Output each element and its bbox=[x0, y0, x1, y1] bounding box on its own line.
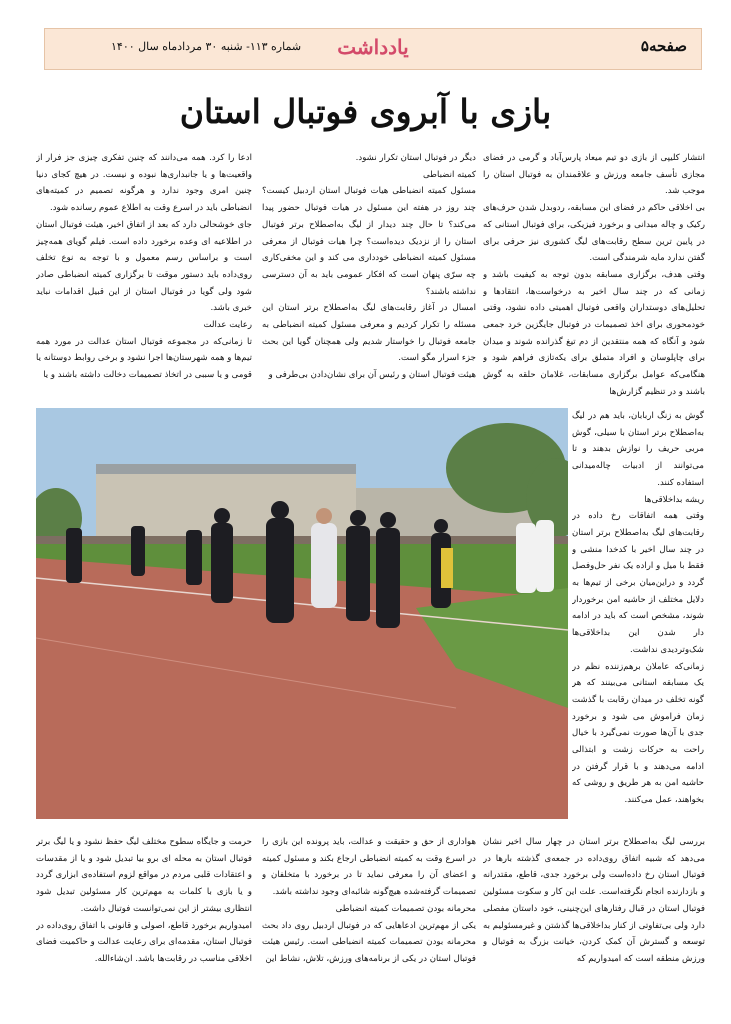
column-left-bottom bbox=[36, 834, 252, 984]
paragraph: امیدواریم برخورد قاطع، اصولی و قانونی با اتفاق روی‌داده در فوتبال استان، مقدمه‌ای برای رعایت عدالت و حاکمیت فضای اخلاقی مناسب در رقابت‌ها باشد. ان‌شاءالله. bbox=[36, 920, 252, 964]
paragraph: گوش به زنگ اربابان، باید هم در لیگ به‌اصطلاح برتر استان با سیلی، گوش مربی حریف را نوازش بدهند و تا می‌توانند از ادبیات چاله‌میدانی استفاده کنند. bbox=[572, 411, 704, 488]
paragraph: ادعا را کرد. همه می‌دانند که چنین تفکری چیزی جز فرار از واقعیت‌ها و یا جانبداری‌ها نبوده و نیست. در هیچ کجای دنیا چنین امری وجود ندارد و هرگونه تصمیم در کمیته‌های انضباطی باید در اسرع وقت به اطلاع عموم رسانده شود. bbox=[36, 153, 252, 214]
section-title: یادداشت bbox=[337, 35, 409, 59]
paragraph: یکی از مهم‌ترین ادعاهایی که در فوتبال اردبیل روی داد بحث محرمانه بودن تصمیمات کمیته انضباطی است. رئیس هیئت فوتبال استان در یکی از برنامه‌های ورزش، تلاش، نشاط این bbox=[262, 920, 476, 964]
subheading: کمیته انضباطی bbox=[422, 169, 476, 180]
football-pitch-photo bbox=[36, 408, 568, 819]
paragraph: دیگر در فوتبال استان تکرار نشود. bbox=[355, 153, 476, 163]
paragraph: تا زمانی‌که در مجموعه فوتبال استان عدالت در مورد همه تیم‌ها و همه شهرستان‌ها اجرا نشود و برخی روابط دوستانه یا قومی و یا سببی در اتخاذ تصمیمات دخالت داشته باشند و یا bbox=[36, 336, 252, 381]
paragraph: بررسی لیگ به‌اصطلاح برتر استان در چهار سال اخیر نشان می‌دهد که شبیه اتفاق روی‌داده در جمعه‌ی گذشته بارها در فوتبال استان رخ داده‌است ولی برخورد جدی، قاطع، مقتدرانه و بازدارنده انجام نگرفته‌است. علت این کار و سکوت مسئولین فوتبال استان در قبال رفتارهای این‌چنینی، خود داستان مفصلی دارد ولی بی‌تفاوتی از کنار بداخلاقی‌ها گذشتن و غیرمسئولیم به توسعه و گسترش آن کمک کردن، خیانت بزرگ به فوتبال و ورزش منطقه است که امیدواریم که bbox=[483, 837, 705, 964]
paragraph: حرمت و جایگاه سطوح مختلف لیگ حفظ نشود و یا لیگ برتر فوتبال استان به محله ای برو بیا تبدیل شود و یا از مقدسات و اعتقادات قلبی مردم در مواقع لزوم استفاده‌ی ابزاری گردد و یا بازی با کلمات به مهم‌ترین کار مسئولین تبدیل شود انتظاری بیشتر از این نمی‌توانست فوتبال داشت. bbox=[36, 837, 252, 914]
column-left-top bbox=[36, 150, 252, 390]
column-middle-bottom bbox=[262, 834, 476, 984]
article-headline: بازی با آبروی فوتبال استان bbox=[179, 92, 552, 131]
paragraph: هواداری از حق و حقیقت و عدالت، باید پرونده این بازی را در اسرع وقت به کمیته انضباطی ارجاع بکند و مسئول کمیته و اعضای آن را معرفی نماید تا در برخورد با متخلفان و تصمیمات گرفته‌شده هیچ‌گونه شائبه‌ای وجود نداشته باشد. bbox=[262, 837, 476, 898]
photo-track bbox=[36, 558, 568, 819]
paragraph: وقتی همه اتفاقات رخ داده در رقابت‌های لیگ به‌اصطلاح برتر استان در چند سال اخیر با کدخدا منشی و فقط با میل و اراده یک نفر حل‌وفصل گردد و دراین‌میان برخی از تیم‌ها به دلایل مختلف از حاشیه امن برخوردار شوند، مشخص است که باید در ادامه دار شدن این بداخلاقی‌ها شک‌وتردیدی نداشت. bbox=[572, 511, 704, 655]
column-right-middle bbox=[572, 408, 704, 830]
subheading: محرمانه بودن تصمیمات کمیته انضباطی bbox=[335, 903, 476, 914]
column-right-bottom bbox=[483, 834, 705, 984]
issue-line: شماره ۱۱۳- شنبه ۳۰ مردادماه سال ۱۴۰۰ bbox=[111, 40, 302, 53]
column-middle-top bbox=[262, 150, 476, 390]
paragraph: بی اخلاقی حاکم در فضای این مسابقه، ردوبدل شدن حرف‌های رکیک و چاله میدانی و برخورد فیزیکی، برای فوتبال استانی که در پایین ترین سطح رقابت‌های لیگ کشوری نیز حرفی برای گفتن ندارد مایه شرمندگی است. bbox=[483, 203, 705, 264]
page-number: صفحه۵ bbox=[640, 37, 687, 55]
photo-illustration bbox=[36, 408, 568, 819]
paragraph: انتشار کلیپی از بازی دو تیم میعاد پارس‌آباد و گرمی در فضای مجازی تأسف جامعه ورزش و علاقمندان به فوتبال استان را موجب شد. bbox=[483, 153, 705, 197]
subheading: رعایت عدالت bbox=[203, 320, 252, 331]
paragraph: امسال در آغاز رقابت‌های لیگ به‌اصطلاح برتر استان این مسئله را تکرار کردیم و معرفی مسئول کمیته انضباطی به جامعه فوتبال را خواستار شدیم ولی همچنان گویا این بحث جزء اسرار مگو است. bbox=[262, 303, 476, 364]
paragraph: جای خوشحالی دارد که بعد از اتفاق اخیر، هیئت فوتبال استان در اطلاعیه ای وعده برخورد داده است. فیلم گویای همه‌چیز است و براساس رسم معمول و با توجه به نوع تخلف روی‌داده باید دستور موقت تا برگزاری کمیته انضباطی صادر شود ولی گویا در فوتبال استان از این قبیل اقدامات نباید خبری باشد. bbox=[36, 219, 252, 314]
subheading: ریشه بداخلاقی‌ها bbox=[644, 494, 704, 505]
column-right-top bbox=[483, 150, 705, 408]
paragraph: وقتی هدف، برگزاری مسابقه بدون توجه به کیفیت باشد و زمانی که در چند سال اخیر به درخواست‌ها، انتقادها و تحلیل‌های دوستداران واقعی فوتبال اهمیتی داده نشود، وقتی خودمحوری برای اخذ تصمیمات در فوتبال جایگزین خرد جمعی شود و آنگاه که همه منتقدین از دم تیغ گذرانده شوند و میدان برای چاپلوسان و افراد متملق برای یکه‌تازی فراهم شود و هنگامی‌که عوامل برگزاری مسابقات، غلامان حلقه به گوش باشند و در تنظیم گزارش‌ها bbox=[483, 269, 705, 397]
paragraph: زمانی‌که عاملان برهم‌زننده نظم در یک مسابقه استانی می‌بینند که هر گونه تخلف در میدان رقابت با گذشت زمان فراموش می شود و برخورد جدی با آن‌ها صورت نمی‌گیرد با خیال راحت به حرکات زشت و ابتذالی ادامه می‌دهند و با قرار گرفتن در حاشیه امن به هر طریق و روشی که بخواهند، عمل می‌کنند. bbox=[572, 661, 704, 806]
page-header-banner bbox=[44, 28, 702, 70]
paragraph: هیئت فوتبال استان و رئیس آن برای نشان‌دادن بی‌طرفی و bbox=[268, 370, 476, 381]
paragraph: مسئول کمیته انضباطی هیات فوتبال استان اردبیل کیست؟ چند روز در هفته این مسئول در هیات فوتبال حضور پیدا می‌کند؟ تا حال چند دیدار از لیگ به‌اصطلاح برتر فوتبال استان را از نزدیک دیده‌است؟ چرا هیات فوتبال از معرفی مسئول کمیته انضباطی خودداری می کند و این مخفی‌کاری چه سرّی پنهان است که افکار عمومی باید به آن دسترسی نداشته باشند؟ bbox=[262, 186, 476, 297]
photo-fence bbox=[36, 536, 568, 544]
